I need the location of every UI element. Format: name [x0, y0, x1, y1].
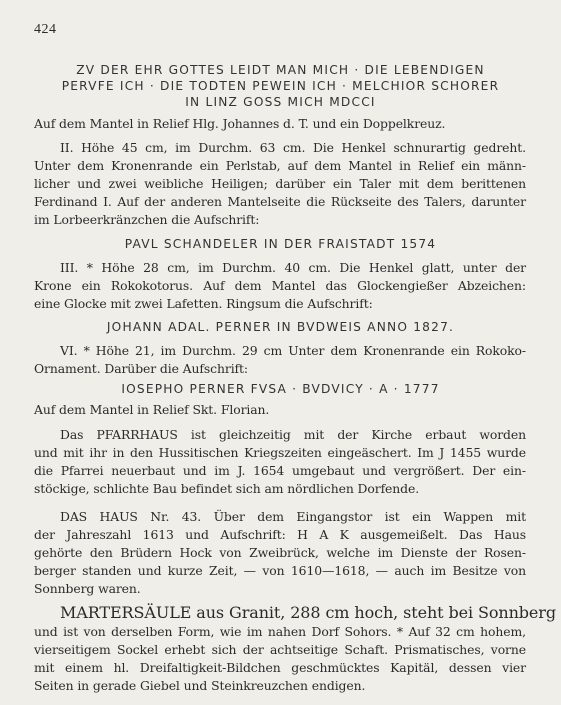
- text-line: im Lorbeerkränzchen die Aufschrift:: [34, 212, 260, 227]
- text-line: mit einem hl. Dreifaltigkeit-Bildchen geschmücktes Kapitäl, dessen vier: [34, 660, 526, 675]
- page-number: 424: [34, 22, 57, 37]
- text-line: Ferdinand I. Auf der anderen Mantelseite die Rückseite des Talers, darunter: [34, 194, 526, 209]
- text-line: Auf dem Mantel in Relief Hlg. Johannes d. T. und ein Doppelkreuz.: [34, 116, 446, 131]
- text-line: die Pfarrei neuerbaut und im J. 1654 umgebaut und vergrößert. Der ein-: [34, 463, 526, 478]
- text-line: vierseitigem Sockel erhebt sich der achtseitige Schaft. Prismatisches, vorne: [34, 642, 526, 657]
- text-line: Auf dem Mantel in Relief Skt. Florian.: [34, 402, 270, 417]
- text-line: VI. * Höhe 21, im Durchm. 29 cm Unter dem Kronenrande ein Rokoko-: [60, 343, 526, 358]
- text-line: II. Höhe 45 cm, im Durchm. 63 cm. Die Henkel schnurartig gedreht.: [60, 140, 526, 155]
- text-line: Ornament. Darüber die Aufschrift:: [34, 361, 249, 376]
- text-line: der Jahreszahl 1613 und Aufschrift: H A K ausgemeißelt. Das Haus: [34, 527, 526, 542]
- text-line: DAS HAUS Nr. 43. Über dem Eingangstor ist ein Wappen mit: [60, 509, 526, 524]
- text-line: gehörte den Brüdern Hock von Zweibrück, welche im Dienste der Rosen-: [34, 545, 526, 560]
- text-line: MARTERSÄULE aus Granit, 288 cm hoch, steht bei Sonnberg: [60, 603, 556, 622]
- text-line: und ist von derselben Form, wie im nahen Dorf Sohors. * Auf 32 cm hohem,: [34, 624, 526, 639]
- text-line: Krone ein Rokokotorus. Auf dem Mantel das Glockengießer Abzeichen:: [34, 278, 526, 293]
- text-line: Das PFARRHAUS ist gleichzeitig mit der Kirche erbaut worden: [60, 427, 526, 442]
- text-line: stöckige, schlichte Bau befindet sich am nördlichen Dorfende.: [34, 481, 420, 496]
- inscription-line: JOHANN ADAL. PERNER IN BVDWEIS ANNO 1827.: [106, 320, 455, 334]
- text-line: berger standen und kurze Zeit, — von 1610—1618, — auch im Besitze von: [34, 563, 526, 578]
- text-line: eine Glocke mit zwei Lafetten. Ringsum die Aufschrift:: [34, 296, 373, 311]
- text-line: Seiten in gerade Giebel und Steinkreuzchen endigen.: [34, 678, 366, 693]
- inscription-line: IN LINZ GOSS MICH MDCCI: [185, 95, 376, 109]
- text-line: und mit ihr in den Hussitischen Kriegszeiten eingeäschert. Im J 1455 wurde: [34, 445, 526, 460]
- text-line: III. * Höhe 28 cm, im Durchm. 40 cm. Die Henkel glatt, unter der: [60, 260, 526, 275]
- text-line: licher und zwei weibliche Heiligen; darüber ein Taler mit dem berittenen: [34, 176, 526, 191]
- text-line: Unter dem Kronenrande ein Perlstab, auf dem Mantel in Relief ein männ-: [34, 158, 526, 173]
- text-line: Sonnberg waren.: [34, 581, 141, 596]
- inscription-line: ZV DER EHR GOTTES LEIDT MAN MICH · DIE LEBENDIGEN: [76, 63, 485, 77]
- inscription-line: IOSEPHO PERNER FVSA · BVDVICY · A · 1777: [121, 382, 440, 396]
- inscription-line: PERVFE ICH · DIE TODTEN PEWEIN ICH · MELCHIOR SCHORER: [61, 79, 500, 93]
- inscription-line: PAVL SCHANDELER IN DER FRAISTADT 1574: [124, 237, 437, 251]
